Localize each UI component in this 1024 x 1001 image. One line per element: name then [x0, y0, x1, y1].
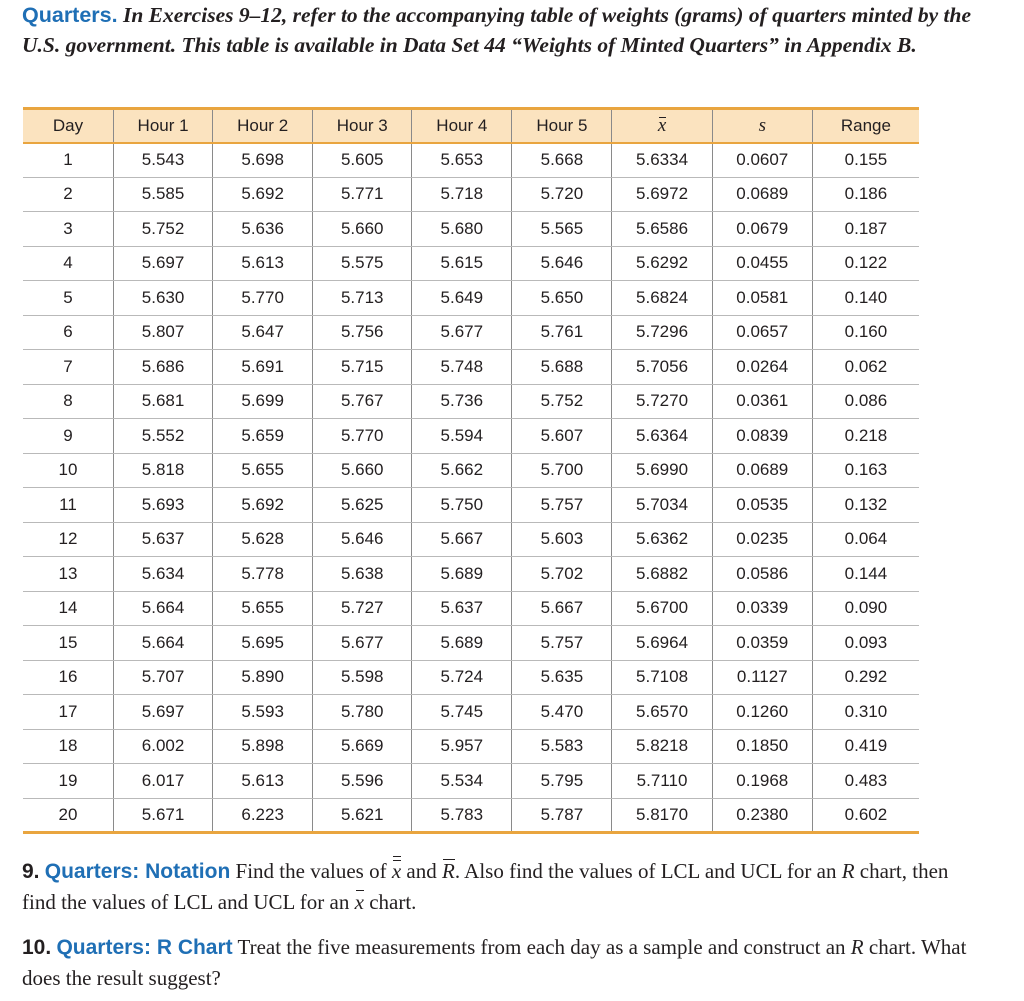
- cell-hour-2: 5.898: [213, 729, 313, 764]
- exercise-9-text-1: Find the values of: [235, 859, 387, 883]
- cell-xbar: 5.6362: [612, 522, 712, 557]
- cell-hour-4: 5.649: [412, 281, 512, 316]
- cell-hour-3: 5.660: [313, 212, 412, 247]
- cell-xbar: 5.7108: [612, 660, 712, 695]
- table-row: [23, 212, 919, 247]
- header-hour-1: Hour 1: [114, 109, 213, 143]
- cell-hour-1: 5.585: [114, 177, 213, 212]
- intro-text: In Exercises 9–12, refer to the accompanying table of weights (grams) of quarters minted by the U.S. government. This table is available in Data Set 44 “Weights of Minted Quarters” in Appendix B.: [22, 3, 972, 57]
- cell-hour-1: 5.552: [114, 419, 213, 454]
- cell-range: 0.186: [812, 177, 919, 212]
- cell-hour-4: 5.783: [412, 798, 512, 833]
- cell-xbar: 5.6824: [612, 281, 712, 316]
- table-row: [23, 798, 919, 833]
- cell-hour-1: 5.807: [114, 315, 213, 350]
- cell-hour-2: 5.655: [213, 591, 313, 626]
- cell-hour-3: 5.605: [313, 143, 412, 178]
- cell-day: 13: [23, 557, 114, 592]
- cell-hour-3: 5.598: [313, 660, 412, 695]
- intro-paragraph: [22, 0, 1002, 60]
- cell-hour-2: 5.691: [213, 350, 313, 385]
- cell-hour-2: 5.636: [213, 212, 313, 247]
- cell-hour-1: 5.664: [114, 626, 213, 661]
- cell-hour-4: 5.594: [412, 419, 512, 454]
- cell-range: 0.144: [812, 557, 919, 592]
- xbar-symbol-inline: x: [355, 887, 364, 917]
- cell-hour-2: 5.659: [213, 419, 313, 454]
- table-row: [23, 729, 919, 764]
- cell-hour-4: 5.689: [412, 557, 512, 592]
- cell-hour-3: 5.677: [313, 626, 412, 661]
- cell-hour-3: 5.646: [313, 522, 412, 557]
- cell-hour-4: 5.667: [412, 522, 512, 557]
- cell-xbar: 5.7056: [612, 350, 712, 385]
- header-hour-2: Hour 2: [213, 109, 313, 143]
- rbar-symbol: R: [442, 856, 455, 886]
- cell-day: 3: [23, 212, 114, 247]
- cell-day: 7: [23, 350, 114, 385]
- cell-hour-5: 5.761: [512, 315, 612, 350]
- exercise-9-text-4: chart, then find the values of LCL and UCL for an: [22, 859, 949, 914]
- table-row: [23, 281, 919, 316]
- cell-hour-3: 5.638: [313, 557, 412, 592]
- cell-hour-5: 5.787: [512, 798, 612, 833]
- cell-day: 11: [23, 488, 114, 523]
- cell-day: 9: [23, 419, 114, 454]
- cell-day: 8: [23, 384, 114, 419]
- cell-s: 0.0359: [712, 626, 812, 661]
- exercise-10-text-1: Treat the five measurements from each day as a sample and construct an: [237, 935, 846, 959]
- cell-range: 0.093: [812, 626, 919, 661]
- table-row: [23, 522, 919, 557]
- exercise-9-title: Quarters: Notation: [44, 860, 231, 883]
- cell-hour-5: 5.700: [512, 453, 612, 488]
- cell-xbar: 5.6990: [612, 453, 712, 488]
- cell-range: 0.155: [812, 143, 919, 178]
- cell-s: 0.0339: [712, 591, 812, 626]
- cell-hour-2: 5.613: [213, 246, 313, 281]
- cell-xbar: 5.8218: [612, 729, 712, 764]
- header-range: Range: [812, 109, 919, 143]
- cell-hour-4: 5.662: [412, 453, 512, 488]
- cell-hour-1: 5.543: [114, 143, 213, 178]
- table-row: [23, 626, 919, 661]
- cell-xbar: 5.6570: [612, 695, 712, 730]
- cell-hour-1: 5.697: [114, 695, 213, 730]
- cell-hour-4: 5.637: [412, 591, 512, 626]
- cell-hour-5: 5.565: [512, 212, 612, 247]
- cell-xbar: 5.7270: [612, 384, 712, 419]
- cell-hour-5: 5.668: [512, 143, 612, 178]
- cell-hour-5: 5.603: [512, 522, 612, 557]
- table-row: [23, 384, 919, 419]
- cell-s: 0.0689: [712, 453, 812, 488]
- intro-lead: Quarters.: [22, 3, 118, 27]
- cell-hour-2: 5.613: [213, 764, 313, 799]
- cell-hour-4: 5.750: [412, 488, 512, 523]
- header-hour-5: Hour 5: [512, 109, 612, 143]
- cell-hour-2: 6.223: [213, 798, 313, 833]
- cell-hour-1: 6.002: [114, 729, 213, 764]
- cell-day: 4: [23, 246, 114, 281]
- cell-hour-5: 5.688: [512, 350, 612, 385]
- cell-range: 0.163: [812, 453, 919, 488]
- cell-hour-3: 5.771: [313, 177, 412, 212]
- cell-range: 0.140: [812, 281, 919, 316]
- cell-day: 18: [23, 729, 114, 764]
- exercise-9-number: 9.: [22, 860, 40, 883]
- exercise-10-title: Quarters: R Chart: [56, 936, 233, 959]
- cell-s: 0.0679: [712, 212, 812, 247]
- cell-hour-4: 5.677: [412, 315, 512, 350]
- cell-hour-2: 5.695: [213, 626, 313, 661]
- header-xbar: [612, 109, 712, 143]
- table-row: [23, 143, 919, 178]
- cell-range: 0.064: [812, 522, 919, 557]
- table-row: [23, 350, 919, 385]
- cell-hour-5: 5.607: [512, 419, 612, 454]
- cell-hour-5: 5.650: [512, 281, 612, 316]
- cell-hour-3: 5.767: [313, 384, 412, 419]
- table-row: [23, 177, 919, 212]
- table-row: [23, 557, 919, 592]
- cell-xbar: 5.6292: [612, 246, 712, 281]
- cell-hour-4: 5.534: [412, 764, 512, 799]
- table-row: [23, 246, 919, 281]
- table-header-row: [23, 109, 919, 143]
- cell-hour-1: 5.664: [114, 591, 213, 626]
- quarters-table-container: [23, 107, 919, 834]
- cell-day: 10: [23, 453, 114, 488]
- cell-hour-2: 5.770: [213, 281, 313, 316]
- cell-s: 0.0235: [712, 522, 812, 557]
- cell-hour-1: 5.693: [114, 488, 213, 523]
- cell-hour-2: 5.778: [213, 557, 313, 592]
- cell-day: 1: [23, 143, 114, 178]
- cell-s: 0.0455: [712, 246, 812, 281]
- cell-hour-2: 5.890: [213, 660, 313, 695]
- cell-range: 0.132: [812, 488, 919, 523]
- quarters-weights-table: [23, 107, 919, 834]
- cell-hour-2: 5.628: [213, 522, 313, 557]
- exercise-9: [22, 856, 982, 917]
- cell-hour-3: 5.713: [313, 281, 412, 316]
- table-row: [23, 695, 919, 730]
- cell-xbar: 5.6972: [612, 177, 712, 212]
- cell-hour-5: 5.720: [512, 177, 612, 212]
- table-row: [23, 419, 919, 454]
- header-day: Day: [23, 109, 114, 143]
- cell-s: 0.1850: [712, 729, 812, 764]
- cell-hour-2: 5.692: [213, 488, 313, 523]
- cell-hour-4: 5.680: [412, 212, 512, 247]
- cell-xbar: 5.6700: [612, 591, 712, 626]
- cell-hour-4: 5.957: [412, 729, 512, 764]
- s-symbol: s: [758, 114, 766, 136]
- table-row: [23, 591, 919, 626]
- r-symbol: R: [850, 935, 864, 959]
- cell-hour-4: 5.689: [412, 626, 512, 661]
- cell-hour-5: 5.583: [512, 729, 612, 764]
- cell-hour-1: 5.634: [114, 557, 213, 592]
- cell-hour-5: 5.635: [512, 660, 612, 695]
- cell-hour-3: 5.727: [313, 591, 412, 626]
- cell-day: 17: [23, 695, 114, 730]
- cell-range: 0.602: [812, 798, 919, 833]
- cell-xbar: 5.7034: [612, 488, 712, 523]
- cell-s: 0.1260: [712, 695, 812, 730]
- cell-day: 16: [23, 660, 114, 695]
- cell-xbar: 5.8170: [612, 798, 712, 833]
- table-row: [23, 315, 919, 350]
- cell-xbar: 5.6334: [612, 143, 712, 178]
- exercise-9-text-5: chart.: [369, 890, 417, 914]
- cell-hour-2: 5.647: [213, 315, 313, 350]
- cell-hour-3: 5.669: [313, 729, 412, 764]
- cell-day: 6: [23, 315, 114, 350]
- cell-range: 0.062: [812, 350, 919, 385]
- cell-range: 0.310: [812, 695, 919, 730]
- cell-hour-4: 5.745: [412, 695, 512, 730]
- cell-hour-1: 6.017: [114, 764, 213, 799]
- cell-day: 2: [23, 177, 114, 212]
- cell-s: 0.0581: [712, 281, 812, 316]
- exercise-9-text-3: . Also find the values of LCL and UCL for an: [454, 859, 837, 883]
- cell-s: 0.0607: [712, 143, 812, 178]
- cell-hour-1: 5.707: [114, 660, 213, 695]
- cell-range: 0.090: [812, 591, 919, 626]
- table-row: [23, 764, 919, 799]
- cell-hour-2: 5.692: [213, 177, 313, 212]
- cell-hour-5: 5.757: [512, 626, 612, 661]
- cell-xbar: 5.7296: [612, 315, 712, 350]
- cell-s: 0.2380: [712, 798, 812, 833]
- cell-hour-4: 5.748: [412, 350, 512, 385]
- cell-s: 0.0657: [712, 315, 812, 350]
- header-hour-3: Hour 3: [313, 109, 412, 143]
- cell-hour-1: 5.752: [114, 212, 213, 247]
- cell-hour-4: 5.615: [412, 246, 512, 281]
- cell-s: 0.0586: [712, 557, 812, 592]
- xbarbar-symbol: x: [392, 856, 401, 886]
- cell-hour-3: 5.625: [313, 488, 412, 523]
- cell-hour-1: 5.686: [114, 350, 213, 385]
- table-row: [23, 660, 919, 695]
- cell-hour-1: 5.681: [114, 384, 213, 419]
- cell-day: 20: [23, 798, 114, 833]
- cell-hour-2: 5.698: [213, 143, 313, 178]
- cell-hour-1: 5.630: [114, 281, 213, 316]
- r-symbol: R: [841, 859, 855, 883]
- cell-xbar: 5.6586: [612, 212, 712, 247]
- cell-hour-3: 5.575: [313, 246, 412, 281]
- cell-hour-5: 5.795: [512, 764, 612, 799]
- cell-s: 0.0535: [712, 488, 812, 523]
- cell-hour-4: 5.724: [412, 660, 512, 695]
- cell-hour-5: 5.752: [512, 384, 612, 419]
- table-row: [23, 453, 919, 488]
- xbar-symbol: x: [657, 114, 667, 136]
- cell-hour-5: 5.646: [512, 246, 612, 281]
- cell-hour-5: 5.667: [512, 591, 612, 626]
- exercise-10: [22, 932, 982, 993]
- cell-range: 0.160: [812, 315, 919, 350]
- cell-hour-3: 5.660: [313, 453, 412, 488]
- cell-range: 0.122: [812, 246, 919, 281]
- cell-hour-5: 5.757: [512, 488, 612, 523]
- cell-xbar: 5.7110: [612, 764, 712, 799]
- cell-range: 0.292: [812, 660, 919, 695]
- cell-day: 12: [23, 522, 114, 557]
- cell-day: 15: [23, 626, 114, 661]
- cell-range: 0.187: [812, 212, 919, 247]
- table-body: [23, 143, 919, 833]
- cell-hour-2: 5.655: [213, 453, 313, 488]
- cell-xbar: 5.6882: [612, 557, 712, 592]
- exercise-9-text-2: and: [406, 859, 437, 883]
- cell-s: 0.1968: [712, 764, 812, 799]
- cell-hour-3: 5.770: [313, 419, 412, 454]
- cell-hour-4: 5.653: [412, 143, 512, 178]
- cell-s: 0.0264: [712, 350, 812, 385]
- cell-hour-1: 5.697: [114, 246, 213, 281]
- table-row: [23, 488, 919, 523]
- exercise-10-number: 10.: [22, 936, 52, 959]
- cell-hour-3: 5.621: [313, 798, 412, 833]
- cell-hour-5: 5.702: [512, 557, 612, 592]
- cell-hour-3: 5.715: [313, 350, 412, 385]
- cell-xbar: 5.6964: [612, 626, 712, 661]
- cell-s: 0.0361: [712, 384, 812, 419]
- cell-s: 0.0689: [712, 177, 812, 212]
- cell-hour-2: 5.699: [213, 384, 313, 419]
- cell-xbar: 5.6364: [612, 419, 712, 454]
- cell-range: 0.218: [812, 419, 919, 454]
- cell-hour-4: 5.736: [412, 384, 512, 419]
- cell-hour-4: 5.718: [412, 177, 512, 212]
- cell-hour-1: 5.671: [114, 798, 213, 833]
- cell-hour-3: 5.756: [313, 315, 412, 350]
- cell-hour-1: 5.818: [114, 453, 213, 488]
- cell-range: 0.086: [812, 384, 919, 419]
- cell-hour-1: 5.637: [114, 522, 213, 557]
- cell-hour-2: 5.593: [213, 695, 313, 730]
- header-s: [712, 109, 812, 143]
- cell-range: 0.483: [812, 764, 919, 799]
- cell-day: 19: [23, 764, 114, 799]
- cell-hour-3: 5.780: [313, 695, 412, 730]
- exercise-10-text-2: chart. What does the result suggest?: [22, 935, 967, 990]
- header-hour-4: Hour 4: [412, 109, 512, 143]
- cell-hour-3: 5.596: [313, 764, 412, 799]
- cell-s: 0.0839: [712, 419, 812, 454]
- cell-s: 0.1127: [712, 660, 812, 695]
- cell-range: 0.419: [812, 729, 919, 764]
- cell-day: 14: [23, 591, 114, 626]
- cell-day: 5: [23, 281, 114, 316]
- cell-hour-5: 5.470: [512, 695, 612, 730]
